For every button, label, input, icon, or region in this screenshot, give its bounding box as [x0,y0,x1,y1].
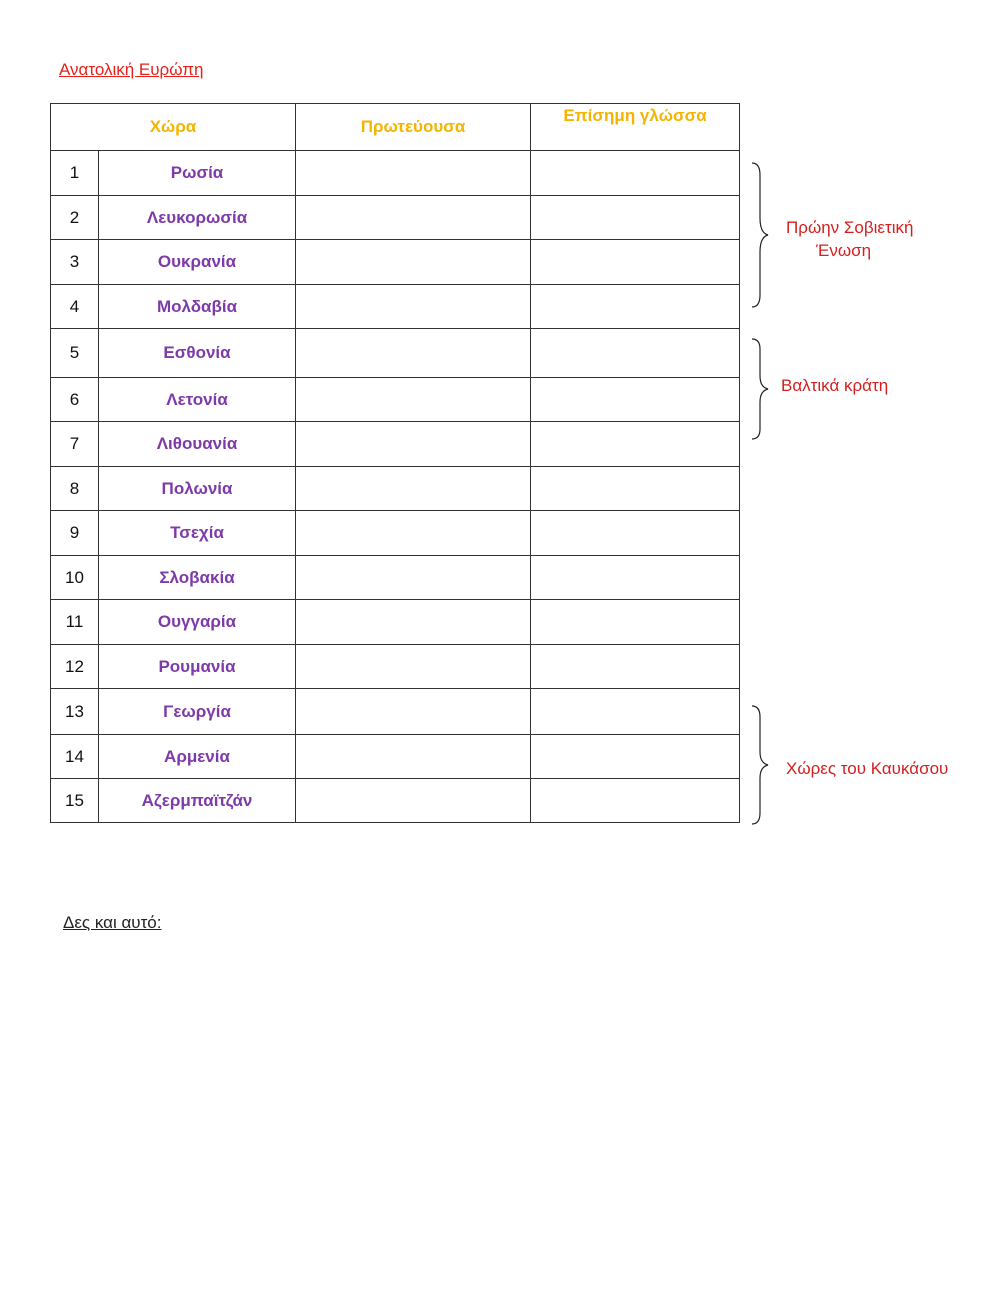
capital-cell[interactable] [296,511,531,556]
language-cell[interactable] [531,689,740,735]
row-number: 10 [51,556,99,600]
language-cell[interactable] [531,467,740,511]
table-row [51,378,740,422]
table-row [51,689,740,735]
country-name: Εσθονία [99,329,296,378]
language-cell[interactable] [531,779,740,823]
row-number: 15 [51,779,99,823]
page-title: Ανατολική Ευρώπη [59,60,204,79]
row-number: 7 [51,422,99,467]
table-row [51,240,740,285]
row-number: 11 [51,600,99,645]
language-cell[interactable] [531,645,740,689]
row-number: 5 [51,329,99,378]
row-number: 14 [51,735,99,779]
language-cell[interactable] [531,196,740,240]
language-cell[interactable] [531,511,740,556]
header-language: Επίσημη γλώσσα [531,104,740,151]
country-name: Ρουμανία [99,645,296,689]
capital-cell[interactable] [296,329,531,378]
table-row [51,422,740,467]
capital-cell[interactable] [296,779,531,823]
row-number: 12 [51,645,99,689]
group-label-soviet-line2: Ένωση [816,241,872,260]
language-cell[interactable] [531,285,740,329]
capital-cell[interactable] [296,422,531,467]
table-row [51,285,740,329]
country-name: Ουκρανία [99,240,296,285]
capital-cell[interactable] [296,378,531,422]
table-row [51,735,740,779]
table-row [51,600,740,645]
language-cell[interactable] [531,735,740,779]
language-cell[interactable] [531,422,740,467]
header-country: Χώρα [51,104,296,151]
language-cell[interactable] [531,151,740,196]
country-name: Μολδαβία [99,285,296,329]
row-number: 6 [51,378,99,422]
see-also-label: Δες και αυτό: [63,913,162,932]
brace-soviet [748,160,774,310]
table-row [51,779,740,823]
group-label-caucasus: Χώρες του Καυκάσου [786,759,949,778]
capital-cell[interactable] [296,689,531,735]
capital-cell[interactable] [296,151,531,196]
capital-cell[interactable] [296,467,531,511]
group-label-soviet-line1: Πρώην Σοβιετική [786,218,914,237]
country-name: Σλοβακία [99,556,296,600]
header-capital: Πρωτεύουσα [296,104,531,151]
row-number: 3 [51,240,99,285]
row-number: 8 [51,467,99,511]
country-name: Αζερμπαϊτζάν [99,779,296,823]
countries-table [50,103,740,823]
language-cell[interactable] [531,600,740,645]
table-header-row [51,104,740,151]
capital-cell[interactable] [296,600,531,645]
country-name: Αρμενία [99,735,296,779]
table-row [51,556,740,600]
table-row [51,329,740,378]
brace-baltic [748,336,774,442]
table-row [51,645,740,689]
country-name: Ρωσία [99,151,296,196]
country-name: Γεωργία [99,689,296,735]
capital-cell[interactable] [296,645,531,689]
language-cell[interactable] [531,329,740,378]
row-number: 4 [51,285,99,329]
group-label-baltic: Βαλτικά κράτη [781,376,889,395]
table-row [51,511,740,556]
country-name: Πολωνία [99,467,296,511]
table-row [51,467,740,511]
capital-cell[interactable] [296,735,531,779]
capital-cell[interactable] [296,196,531,240]
row-number: 1 [51,151,99,196]
language-cell[interactable] [531,378,740,422]
language-cell[interactable] [531,240,740,285]
country-name: Λιθουανία [99,422,296,467]
group-label-soviet [786,216,913,262]
country-name: Λευκορωσία [99,196,296,240]
capital-cell[interactable] [296,556,531,600]
row-number: 2 [51,196,99,240]
row-number: 9 [51,511,99,556]
capital-cell[interactable] [296,285,531,329]
table-row [51,196,740,240]
country-name: Ουγγαρία [99,600,296,645]
language-cell[interactable] [531,556,740,600]
table-body [51,151,740,823]
table-row [51,151,740,196]
capital-cell[interactable] [296,240,531,285]
country-name: Λετονία [99,378,296,422]
brace-caucasus [748,703,774,827]
row-number: 13 [51,689,99,735]
country-name: Τσεχία [99,511,296,556]
